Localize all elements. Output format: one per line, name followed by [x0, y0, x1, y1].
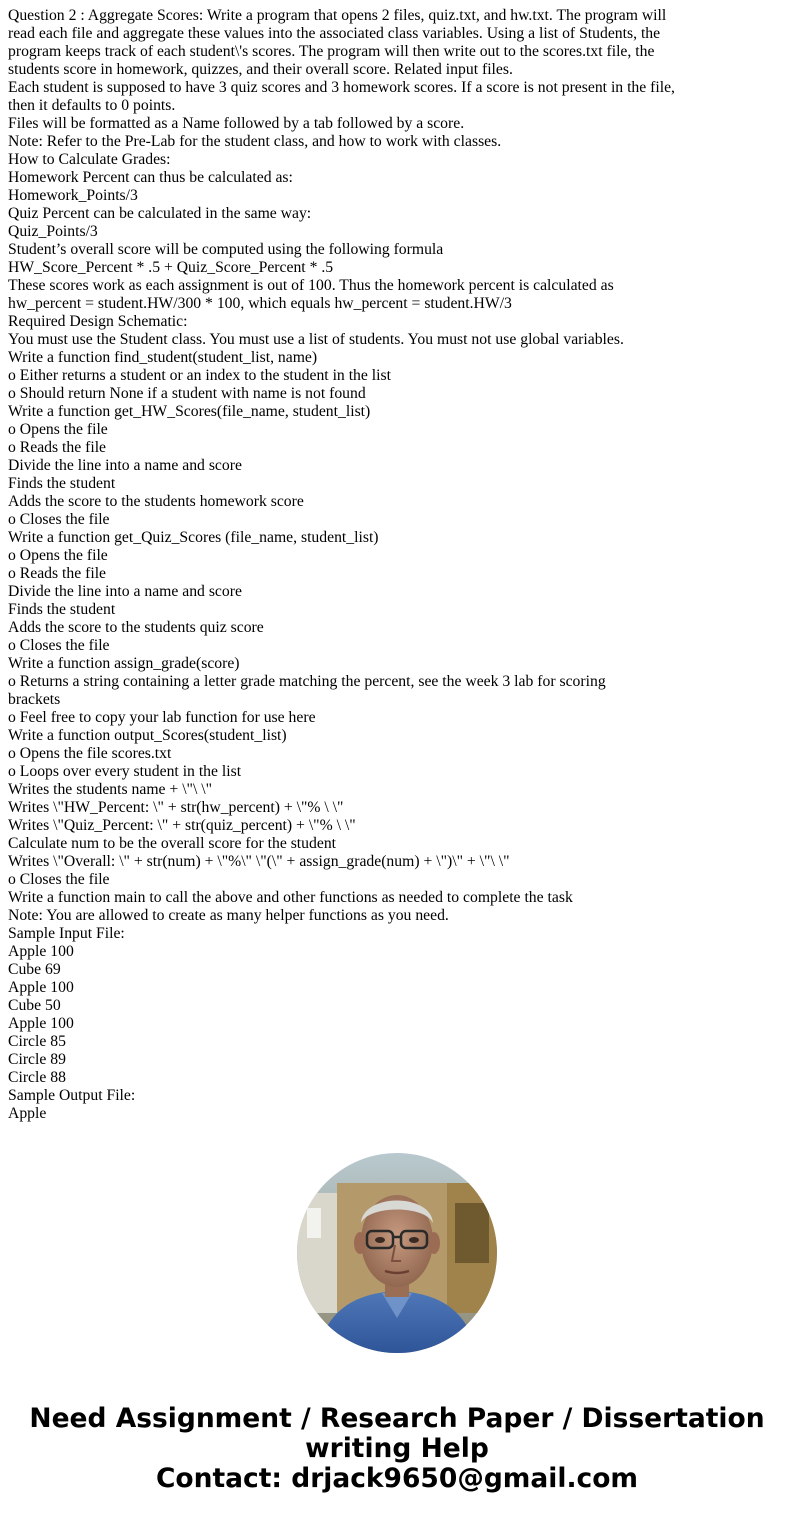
text-line: o Closes the file [8, 511, 110, 528]
assignment-text [8, 7, 788, 1123]
text-line: Write a function main to call the above and other functions as needed to complete the task [8, 889, 573, 906]
text-line: o Closes the file [8, 871, 110, 888]
text-line: Sample Output File: [8, 1087, 136, 1104]
text-line: o Opens the file [8, 421, 108, 438]
text-line: Cube 50 [8, 997, 61, 1014]
text-line: Divide the line into a name and score [8, 583, 242, 600]
text-line: read each file and aggregate these values into the associated class variables. Using a list of Students, the [8, 25, 661, 42]
text-line: o Returns a string containing a letter grade matching the percent, see the week 3 lab for scoring [8, 673, 606, 690]
text-line: Circle 88 [8, 1069, 66, 1086]
text-line: Apple [8, 1105, 47, 1122]
text-line: Writes \"HW_Percent: \" + str(hw_percent) + \"% \ \" [8, 799, 344, 816]
author-photo [297, 1153, 497, 1353]
text-line: Sample Input File: [8, 925, 125, 942]
portrait-image [297, 1153, 497, 1353]
text-line: students score in homework, quizzes, and their overall score. Related input files. [8, 61, 513, 78]
text-line: Note: Refer to the Pre-Lab for the student class, and how to work with classes. [8, 133, 502, 150]
text-line: o Opens the file scores.txt [8, 745, 172, 762]
text-line: o Closes the file [8, 637, 110, 654]
text-line: Adds the score to the students quiz score [8, 619, 264, 636]
text-line: Writes \"Quiz_Percent: \" + str(quiz_percent) + \"% \ \" [8, 817, 356, 834]
text-line: Circle 85 [8, 1033, 66, 1050]
text-line: Write a function output_Scores(student_list) [8, 727, 287, 744]
text-line: o Should return None if a student with name is not found [8, 385, 366, 402]
text-line: o Reads the file [8, 565, 107, 582]
text-line: Writes \"Overall: \" + str(num) + \"%\" \"(\" + assign_grade(num) + \")\" + \"\ \" [8, 853, 510, 870]
text-line: o Feel free to copy your lab function for use here [8, 709, 316, 726]
text-line: Quiz Percent can be calculated in the same way: [8, 205, 312, 222]
text-line: Write a function assign_grade(score) [8, 655, 240, 672]
text-line: These scores work as each assignment is out of 100. Thus the homework percent is calculated as [8, 277, 614, 294]
text-line: Files will be formatted as a Name followed by a tab followed by a score. [8, 115, 465, 132]
text-line: Quiz_Points/3 [8, 223, 98, 240]
text-line: Write a function get_HW_Scores(file_name, student_list) [8, 403, 371, 420]
text-line: o Either returns a student or an index to the student in the list [8, 367, 391, 384]
text-line: You must use the Student class. You must use a list of students. You must not use global variables. [8, 331, 624, 348]
ad-headline: Need Assignment / Research Paper / Dissertation [29, 1403, 765, 1434]
text-line: Student’s overall score will be computed using the following formula [8, 241, 444, 258]
text-line: program keeps track of each student\'s scores. The program will then write out to the scores.txt file, the [8, 43, 655, 60]
text-line: HW_Score_Percent * .5 + Quiz_Score_Percent * .5 [8, 259, 334, 276]
text-line: Circle 89 [8, 1051, 66, 1068]
text-line: Write a function find_student(student_list, name) [8, 349, 318, 366]
text-line: Finds the student [8, 475, 116, 492]
text-line: o Loops over every student in the list [8, 763, 242, 780]
text-line: Note: You are allowed to create as many helper functions as you need. [8, 907, 449, 924]
text-line: Apple 100 [8, 943, 74, 960]
text-line: Required Design Schematic: [8, 313, 188, 330]
text-line: Writes the students name + \"\ \" [8, 781, 213, 798]
text-line: Question 2 : Aggregate Scores: Write a program that opens 2 files, quiz.txt, and hw.txt. The program will [8, 7, 667, 24]
text-line: brackets [8, 691, 61, 708]
text-line: o Opens the file [8, 547, 108, 564]
text-line: Adds the score to the students homework score [8, 493, 304, 510]
text-line: hw_percent = student.HW/300 * 100, which equals hw_percent = student.HW/3 [8, 295, 512, 312]
text-line: Homework_Points/3 [8, 187, 138, 204]
text-line: Apple 100 [8, 1015, 74, 1032]
text-line: Apple 100 [8, 979, 74, 996]
text-line: Write a function get_Quiz_Scores (file_name, student_list) [8, 529, 379, 546]
text-line: Homework Percent can thus be calculated as: [8, 169, 293, 186]
text-line: How to Calculate Grades: [8, 151, 171, 168]
text-line: Divide the line into a name and score [8, 457, 242, 474]
help-advertisement [0, 1404, 794, 1494]
text-line: Cube 69 [8, 961, 61, 978]
text-line: o Reads the file [8, 439, 107, 456]
ad-subheadline: writing Help [305, 1433, 489, 1464]
text-line: Finds the student [8, 601, 116, 618]
text-line: Calculate num to be the overall score for the student [8, 835, 337, 852]
text-line: then it defaults to 0 points. [8, 97, 176, 114]
ad-contact-email: Contact: drjack9650@gmail.com [155, 1463, 639, 1494]
text-line: Each student is supposed to have 3 quiz scores and 3 homework scores. If a score is not present in the file, [8, 79, 675, 96]
